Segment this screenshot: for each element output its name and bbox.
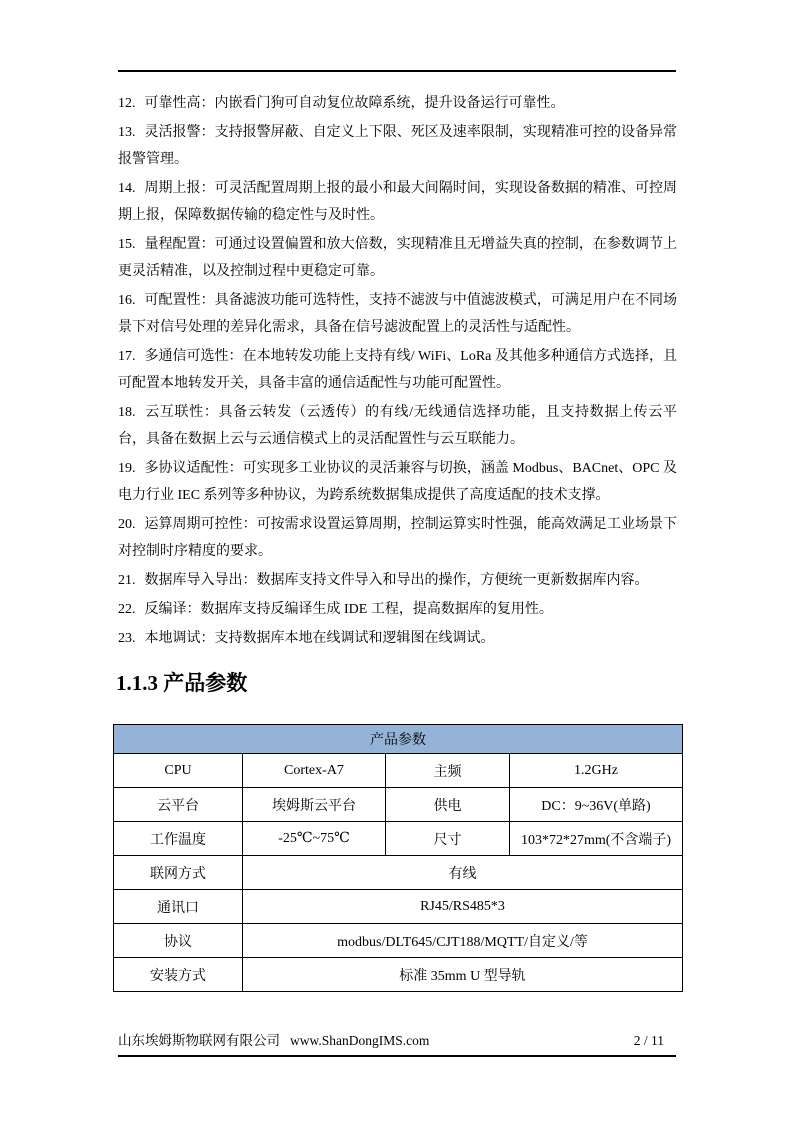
item-number: 17. (118, 349, 136, 364)
table-header-row (114, 725, 683, 754)
table-cell: 云平台 (114, 788, 243, 822)
table-row (114, 754, 683, 788)
item-number: 12. (118, 96, 136, 111)
table-cell: 安装方式 (114, 958, 243, 992)
table-cell: Cortex-A7 (243, 754, 386, 788)
table-cell: 埃姆斯云平台 (243, 788, 386, 822)
table-title: 产品参数 (114, 725, 683, 754)
table-row (114, 788, 683, 822)
item-text: 多通信可选性：在本地转发功能上支持有线/ WiFi、LoRa 及其他多种通信方式选择，且可配置本地转发开关，具备丰富的通信适配性与功能可配置性。 (118, 349, 677, 391)
item-text: 可靠性高：内嵌看门狗可自动复位故障系统，提升设备运行可靠性。 (144, 96, 565, 111)
footer-company: 山东埃姆斯物联网有限公司 (118, 1033, 280, 1048)
item-number: 15. (118, 237, 136, 252)
table-cell: CPU (114, 754, 243, 788)
table-cell: 工作温度 (114, 822, 243, 856)
table-cell: 有线 (243, 856, 683, 890)
page-number: 2 / 11 (633, 1033, 664, 1048)
table-cell: 通讯口 (114, 890, 243, 924)
item-text: 云互联性：具备云转发（云透传）的有线/无线通信选择功能，且支持数据上传云平台，具备在数据上云与云通信模式上的灵活配置性与云互联能力。 (118, 405, 677, 447)
feature-item-23 (118, 625, 677, 652)
table-cell: 尺寸 (386, 822, 510, 856)
item-number: 22. (118, 602, 136, 617)
footer-left (118, 1031, 439, 1051)
feature-item-21 (118, 567, 677, 594)
item-text: 本地调试：支持数据库本地在线调试和逻辑图在线调试。 (144, 631, 495, 646)
item-text: 数据库导入导出：数据库支持文件导入和导出的操作，方便统一更新数据库内容。 (144, 573, 649, 588)
table-cell: -25℃~75℃ (243, 822, 386, 856)
table-cell: DC：9~36V(单路) (510, 788, 683, 822)
header-rule (118, 70, 676, 72)
item-number: 21. (118, 573, 136, 588)
item-text: 反编译：数据库支持反编译生成 IDE 工程，提高数据库的复用性。 (144, 602, 553, 617)
table-cell: RJ45/RS485*3 (243, 890, 683, 924)
section-heading: 1.1.3 产品参数 (116, 671, 248, 695)
item-text: 量程配置：可通过设置偏置和放大倍数，实现精准且无增益失真的控制，在参数调节上更灵活精准，以及控制过程中更稳定可靠。 (118, 237, 677, 279)
item-text: 可配置性：具备滤波功能可选特性，支持不滤波与中值滤波模式，可满足用户在不同场景下对信号处理的差异化需求，具备在信号滤波配置上的灵活性与适配性。 (118, 293, 677, 335)
table-cell: 供电 (386, 788, 510, 822)
item-number: 18. (118, 405, 136, 420)
item-number: 23. (118, 631, 136, 646)
table-cell: 103*72*27mm(不含端子) (510, 822, 683, 856)
item-number: 16. (118, 293, 136, 308)
item-number: 19. (118, 461, 136, 476)
spec-table (113, 724, 683, 992)
item-text: 灵活报警：支持报警屏蔽、自定义上下限、死区及速率限制，实现精准可控的设备异常报警管理。 (118, 125, 677, 167)
footer-rule (118, 1055, 676, 1057)
feature-item-12 (118, 90, 677, 117)
item-number: 14. (118, 181, 136, 196)
item-text: 周期上报：可灵活配置周期上报的最小和最大间隔时间，实现设备数据的精准、可控周期上报，保障数据传输的稳定性与及时性。 (118, 181, 677, 223)
feature-item-13 (118, 119, 677, 173)
item-number: 13. (118, 125, 136, 140)
feature-item-20 (118, 511, 677, 565)
table-cell: 协议 (114, 924, 243, 958)
feature-item-18 (118, 399, 677, 453)
table-cell: 主频 (386, 754, 510, 788)
footer-website: www.ShanDongIMS.com (290, 1033, 430, 1048)
table-cell: 1.2GHz (510, 754, 683, 788)
table-row (114, 924, 683, 958)
feature-item-15 (118, 231, 677, 285)
table-cell: modbus/DLT645/CJT188/MQTT/自定义/等 (243, 924, 683, 958)
feature-item-16 (118, 287, 677, 341)
feature-item-19 (118, 455, 677, 509)
page-footer (118, 1031, 676, 1051)
table-row (114, 890, 683, 924)
feature-item-17 (118, 343, 677, 397)
item-text: 多协议适配性：可实现多工业协议的灵活兼容与切换，涵盖 Modbus、BACnet、OPC 及电力行业 IEC 系列等多种协议，为跨系统数据集成提供了高度适配的技术支撑。 (118, 461, 677, 503)
table-cell: 标准 35mm U 型导轨 (243, 958, 683, 992)
table-row (114, 856, 683, 890)
item-number: 20. (118, 517, 136, 532)
table-row (114, 958, 683, 992)
item-text: 运算周期可控性：可按需求设置运算周期，控制运算实时性强，能高效满足工业场景下对控制时序精度的要求。 (118, 517, 677, 559)
table-row (114, 822, 683, 856)
feature-item-22 (118, 596, 677, 623)
feature-item-14 (118, 175, 677, 229)
table-cell: 联网方式 (114, 856, 243, 890)
page-content (118, 90, 677, 992)
